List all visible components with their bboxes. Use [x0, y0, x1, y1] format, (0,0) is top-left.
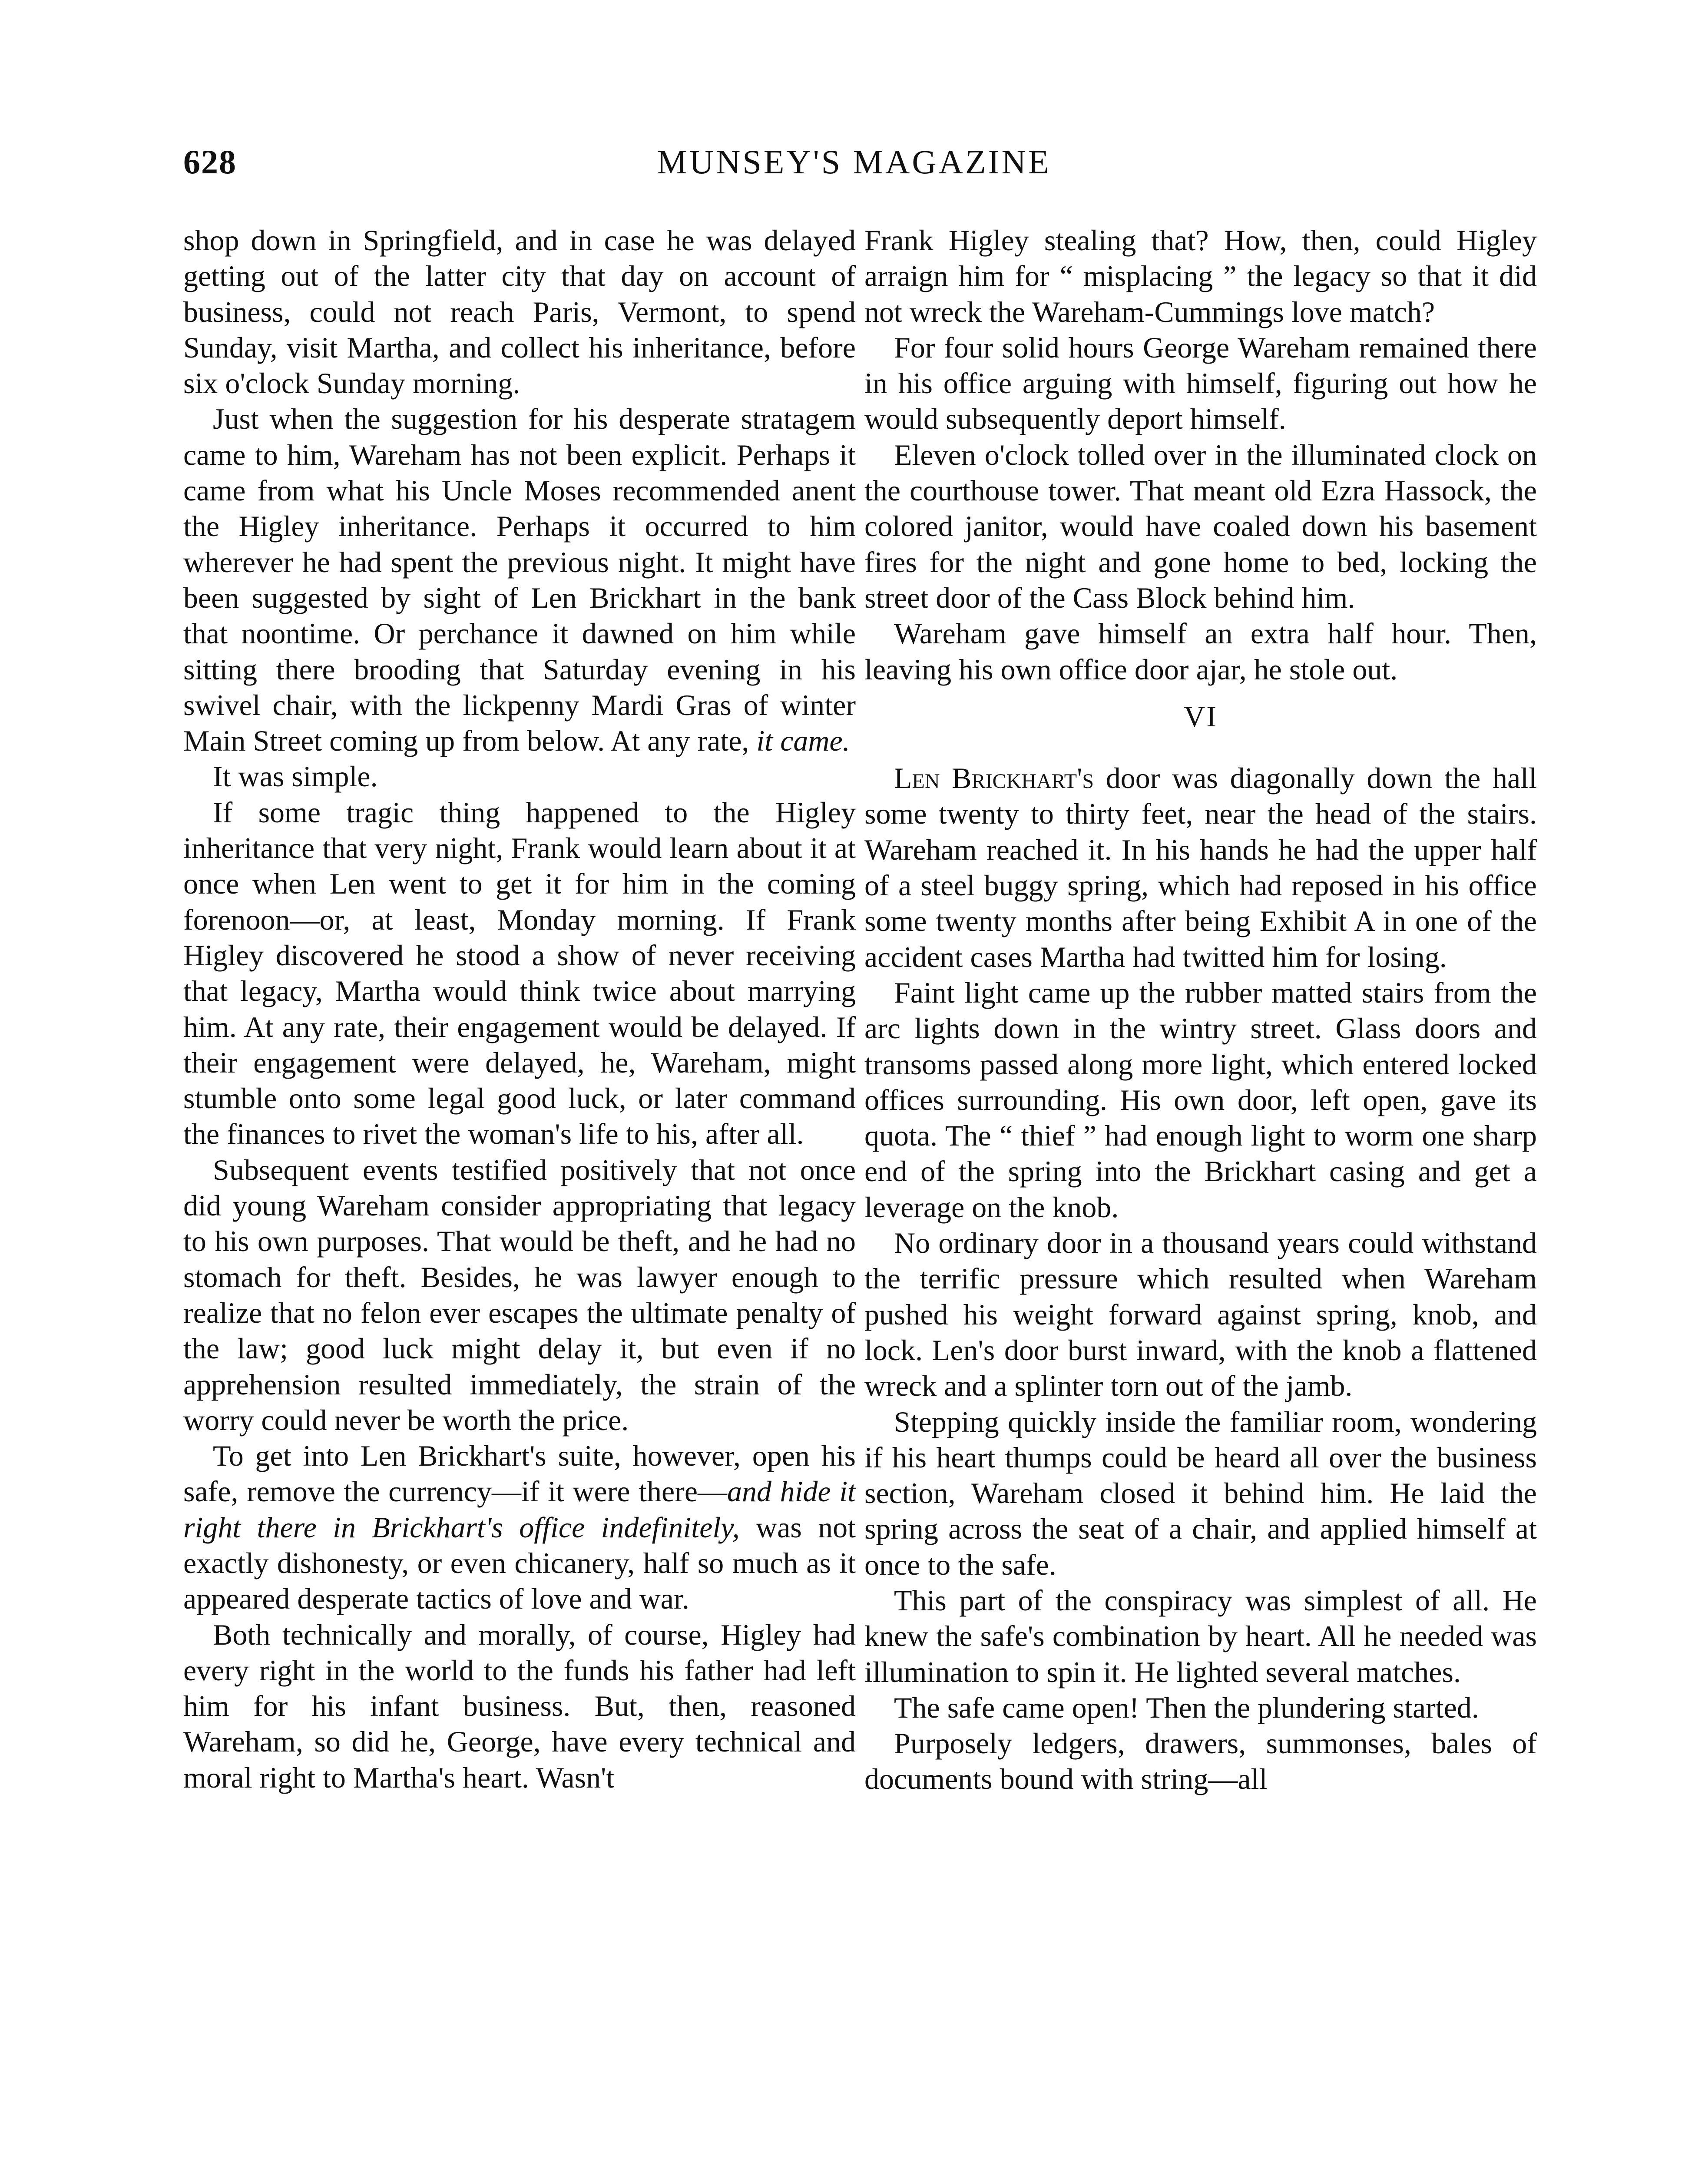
emphasis: it came. [756, 724, 850, 758]
paragraph: Frank Higley stealing that? How, then, could Higley arraign him for “ misplacing ” the legacy so that it did not wreck the Wareham-Cummings love match? [864, 224, 1537, 328]
paragraph: For four solid hours George Wareham remained there in his office arguing with himself, figuring out how he would subsequently deport himself. [864, 331, 1537, 436]
emphasis: and hide it right there in Brickhart's office indefinitely, [183, 1475, 856, 1544]
paragraph: Stepping quickly inside the familiar room, wondering if his heart thumps could be heard all over the business section, Wareham closed it behind him. He laid the spring across the seat of a chair, and applied himself at once to the safe. [864, 1405, 1537, 1581]
paragraph: No ordinary door in a thousand years could withstand the terrific pressure which resulted when Wareham pushed his weight forward against spring, knob, and lock. Len's door burst inward, with the knob a flattened wreck and a splinter torn out of the jamb. [864, 1226, 1537, 1403]
page-number: 628 [183, 143, 237, 181]
paragraph: Purposely ledgers, drawers, summonses, bales of documents bound with string—all [864, 1727, 1537, 1796]
paragraph: Faint light came up the rubber matted stairs from the arc lights down in the wintry street. Glass doors and transoms passed along more light, which entered locked offices surrounding. His own door, left open, gave its quota. The “ thief ” had enough light to worm one sharp end of the spring into the Brickhart casing and get a leverage on the knob. [864, 976, 1537, 1224]
right-column [864, 222, 1537, 1797]
paragraph: This part of the conspiracy was simplest of all. He knew the safe's combination by heart. All he needed was illumination to spin it. He lighted several matches. [864, 1583, 1537, 1689]
section-number: VI [1184, 699, 1218, 733]
paragraph: Just when the suggestion for his desperate stratagem came to him, Wareham has not been explicit. Perhaps it came from what his Uncle Moses recommended anent the Higley inheritance. Perhaps it occurred to him wherever he had spent the previous night. It might have been suggested by sight of Len Brickhart in the bank that noontime. Or perchance it dawned on him while sitting there brooding that Saturday evening in his swivel chair, with the lickpenny Mardi Gras of winter Main Street coming up from below. At any rate, it came. [183, 402, 856, 758]
paragraph: To get into Len Brickhart's suite, however, open his safe, remove the currency—if it were there—and hide it right there in Brickhart's office indefinitely, was not exactly dishonesty, or even chicanery, half so much as it appeared desperate tactics of love and war. [183, 1439, 856, 1616]
paragraph: Both technically and morally, of course, Higley had every right in the world to the funds his father had left him for his infant business. But, then, reasoned Wareham, so did he, George, have every technical and moral right to Martha's heart. Wasn't [183, 1618, 856, 1794]
paragraph: If some tragic thing happened to the Higley inheritance that very night, Frank would learn about it at once when Len went to get it for him in the coming forenoon—or, at least, Monday morning. If Frank Higley discovered he stood a show of never receiving that legacy, Martha would think twice about marrying him. At any rate, their engagement would be delayed. If their engagement were delayed, he, Wareham, might stumble onto some legal good luck, or later command the finances to rivet the woman's life to his, after all. [183, 795, 856, 1151]
paragraph: It was simple. [213, 760, 378, 793]
small-caps-name: Len Brickhart's [894, 762, 1094, 795]
paragraph: Len Brickhart's door was diagonally down the hall some twenty to thirty feet, near the head of the stairs. Wareham reached it. In his hands he had the upper half of a steel buggy spring, which had reposed in his office some twenty months after being Exhibit A in one of the accident cases Martha had twitted him for losing. [864, 762, 1537, 973]
paragraph: Eleven o'clock tolled over in the illuminated clock on the courthouse tower. That meant old Ezra Hassock, the colored janitor, would have coaled down his basement fires for the night and gone home to bed, locking the street door of the Cass Block behind him. [864, 438, 1537, 614]
left-column [183, 222, 856, 1795]
running-head: MUNSEY'S MAGAZINE [657, 143, 1051, 181]
page-header [183, 142, 1525, 190]
paragraph: shop down in Springfield, and in case he was delayed getting out of the latter city that day on account of business, could not reach Paris, Vermont, to spend Sunday, visit Martha, and collect his inheritance, before six o'clock Sunday morning. [183, 224, 856, 400]
paragraph: The safe came open! Then the plundering started. [894, 1691, 1479, 1724]
paragraph: Wareham gave himself an extra half hour. Then, leaving his own office door ajar, he stole out. [864, 617, 1537, 686]
paragraph: Subsequent events testified positively that not once did young Wareham consider appropriating that legacy to his own purposes. That would be theft, and he had no stomach for theft. Besides, he was lawyer enough to realize that no felon ever escapes the ultimate penalty of the law; good luck might delay it, but even if no apprehension resulted immediately, the strain of the worry could never be worth the price. [183, 1153, 856, 1437]
